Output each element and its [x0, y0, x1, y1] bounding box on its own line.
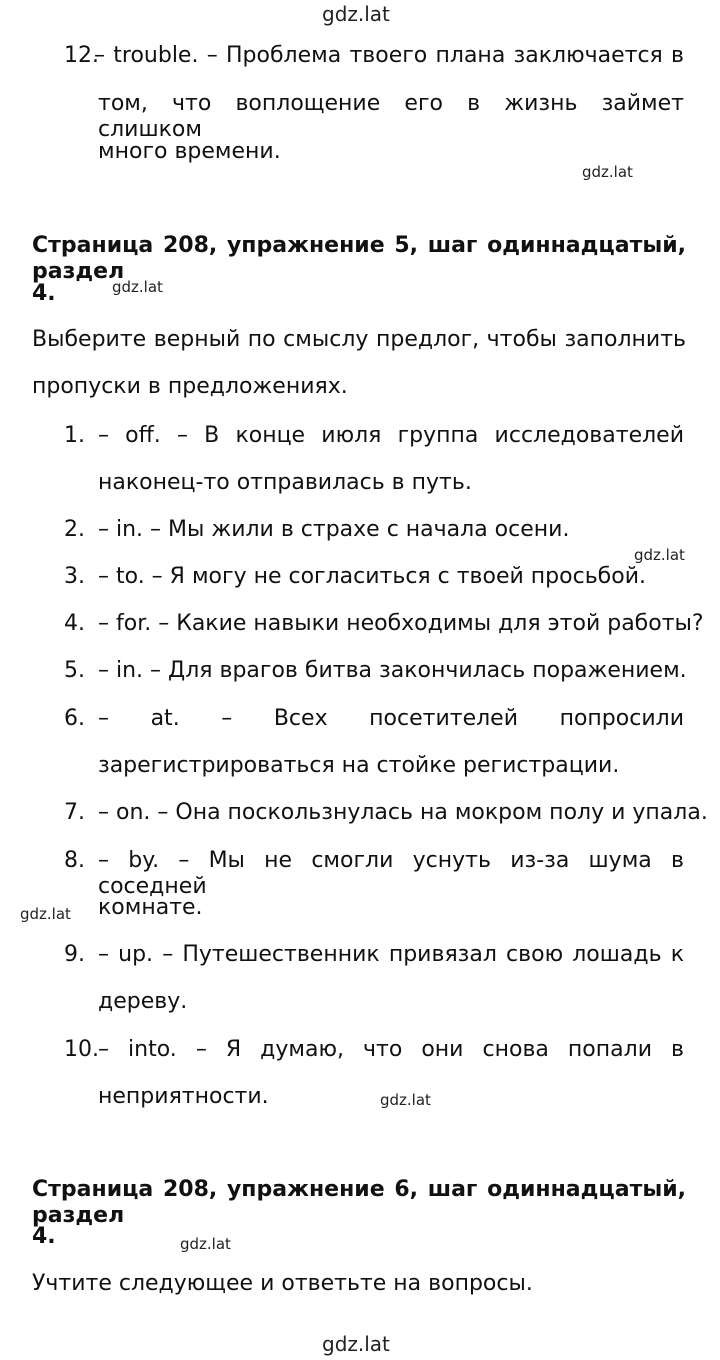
item-text-line: – trouble. – Проблема твоего плана заключается в [94, 43, 684, 68]
item-number: 2. [64, 517, 85, 542]
item-text-line: зарегистрироваться на стойке регистрации. [98, 753, 620, 778]
section-heading-cont: 4. [32, 1224, 56, 1249]
item-text-line: – to. – Я могу не согласиться с твоей просьбой. [98, 564, 646, 589]
watermark: gdz.lat [582, 163, 633, 181]
watermark: gdz.lat [180, 1235, 231, 1253]
item-text-line: – for. – Какие навыки необходимы для этой работы? [98, 611, 704, 636]
item-text-line: – up. – Путешественник привязал свою лошадь к [98, 942, 684, 967]
item-text-line: – in. – Для врагов битва закончилась поражением. [98, 658, 687, 683]
item-text-line: – by. – Мы не смогли уснуть из-за шума в соседней [98, 848, 684, 899]
item-text-line: – into. – Я думаю, что они снова попали в [98, 1037, 684, 1062]
section-heading-cont: 4. [32, 281, 56, 306]
item-text-line: наконец-то отправилась в путь. [98, 470, 472, 495]
item-number: 6. [64, 706, 85, 731]
item-number: 1. [64, 423, 85, 448]
section-heading: Страница 208, упражнение 6, шаг одиннадцатый, раздел [32, 1177, 686, 1228]
item-text-line: дереву. [98, 989, 188, 1014]
watermark-bottom: gdz.lat [322, 1332, 390, 1356]
watermark: gdz.lat [380, 1091, 431, 1109]
item-text-line: – off. – В конце июля группа исследователей [98, 423, 684, 448]
item-text-line: неприятности. [98, 1084, 269, 1109]
watermark: gdz.lat [112, 278, 163, 296]
item-number: 5. [64, 658, 85, 683]
item-text-line: – in. – Мы жили в страхе с начала осени. [98, 517, 570, 542]
watermark-top: gdz.lat [322, 2, 390, 26]
item-text-line: – at. – Всех посетителей попросили [98, 706, 684, 731]
item-number: 12. [64, 43, 99, 68]
item-number: 10. [64, 1037, 99, 1062]
item-number: 8. [64, 848, 85, 873]
section-heading: Страница 208, упражнение 5, шаг одиннадцатый, раздел [32, 233, 686, 284]
instruction-text: Учтите следующее и ответьте на вопросы. [32, 1271, 533, 1296]
item-number: 4. [64, 611, 85, 636]
item-text-line: – on. – Она поскользнулась на мокром полу и упала. [98, 800, 708, 825]
instruction-text: пропуски в предложениях. [32, 374, 348, 399]
watermark: gdz.lat [20, 905, 71, 923]
item-number: 3. [64, 564, 85, 589]
watermark: gdz.lat [634, 546, 685, 564]
item-text-line: том, что воплощение его в жизнь займет слишком [98, 91, 684, 142]
item-text-line: много времени. [98, 139, 281, 164]
item-text-line: комнате. [98, 895, 203, 920]
instruction-text: Выберите верный по смыслу предлог, чтобы заполнить [32, 327, 686, 352]
item-number: 7. [64, 800, 85, 825]
item-number: 9. [64, 942, 85, 967]
